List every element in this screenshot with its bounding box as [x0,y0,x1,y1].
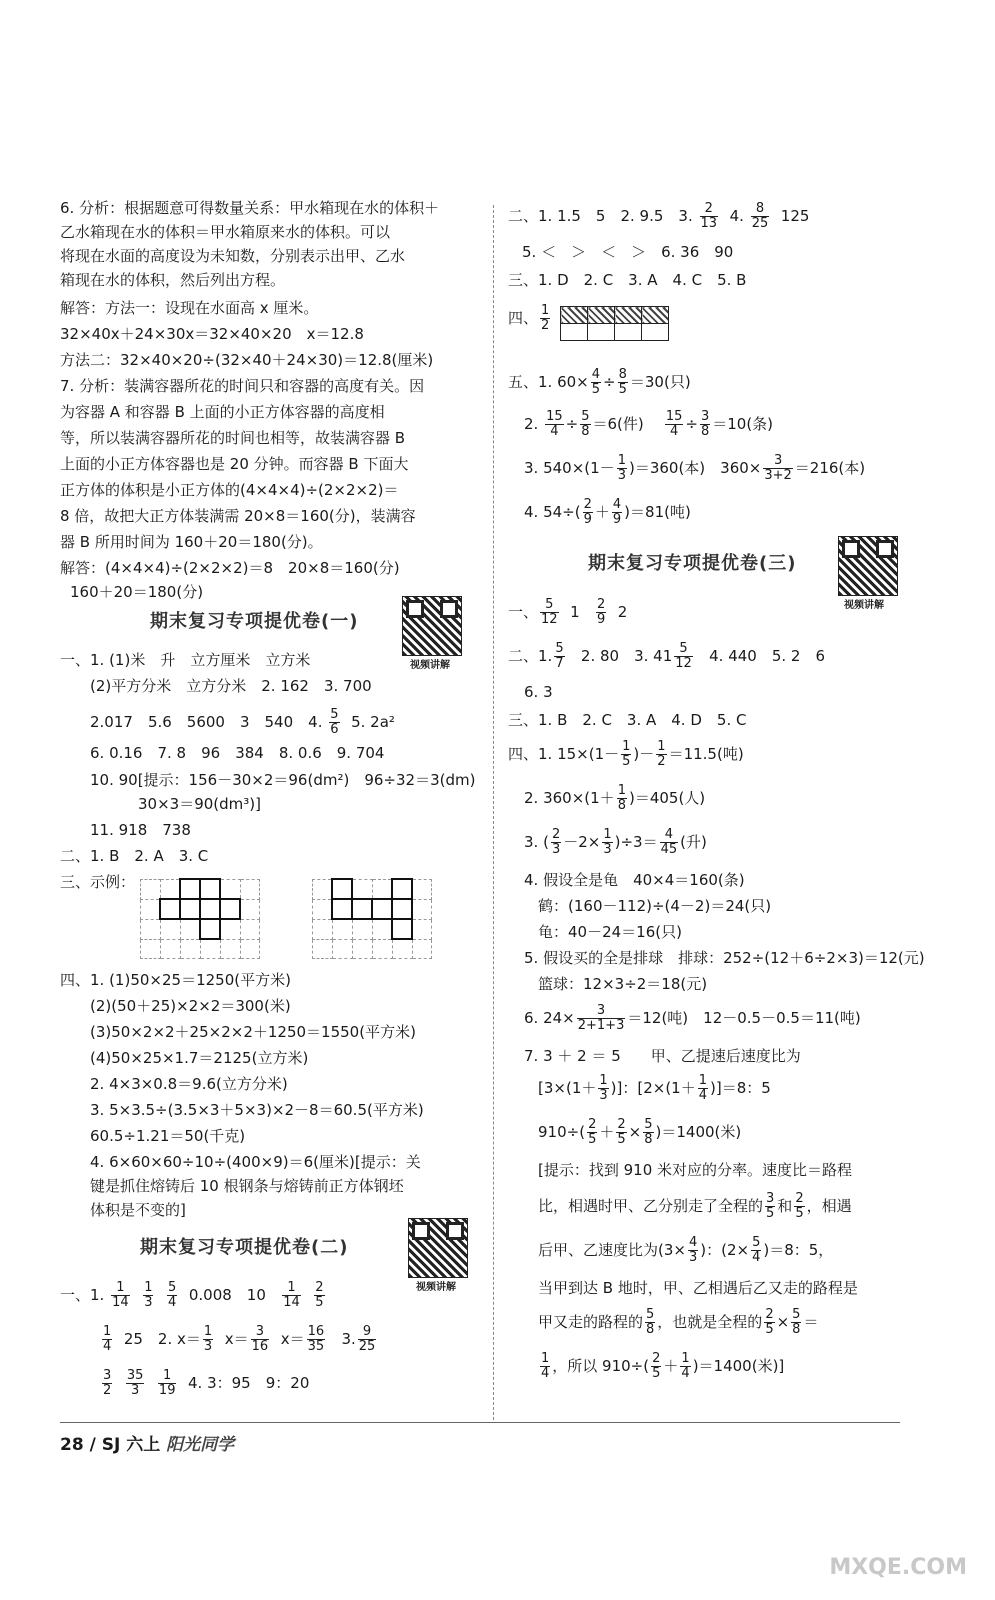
answer-line: [3×(1＋ $\frac{1}{3}$ )]：[2×(1＋ $\frac{1}{4}$ )]＝8：5 [538,1073,771,1103]
answer-line: 五、1. 60× $\frac{4}{5}$ ÷ $\frac{8}{5}$ ＝30(只) [508,367,691,397]
answer-line: 三、示例： [60,873,136,891]
answer-line: 一、 $\frac{5}{12}$ 1 $\frac{2}{9}$ 2 [508,597,628,627]
qr-caption: 视频讲解 [844,600,884,611]
answer-line: [提示：找到 910 米对应的分率。速度比＝路程 [538,1161,853,1179]
fraction-bar-figure [560,306,669,341]
q6-line: 6. 分析：根据题意可得数量关系：甲水箱现在水的体积＋ [60,199,440,217]
answer-line: 4. 6×60×60÷10÷(400×9)＝6(厘米)[提示：关 [90,1153,421,1171]
answer-line: 三、1. B 2. C 3. A 4. D 5. C [508,711,747,729]
q6-line: 解答：方法一：设现在水面高 x 厘米。 [60,299,319,317]
answer-line: (2)平方分米 立方分米 2. 162 3. 700 [90,677,372,695]
answer-line: 鹤：(160－112)÷(4－2)＝24(只) [538,897,772,915]
answer-line: 键是抓住熔铸后 10 根钢条与熔铸前正方体钢坯 [90,1177,404,1195]
answer-line: 5. ＜ ＞ ＜ ＞ 6. 36 90 [522,243,734,261]
answer-line: $\frac{1}{4}$ 25 2. x＝ $\frac{1}{3}$ x＝ $\frac{3}{16}$ x＝ $\frac{16}{35}$ 3. $\frac{9}{25}$ [103,1324,376,1354]
answer-line: 二、1. $\frac{5}{7}$ 2. 80 3. 41 $\frac{5}{12}$ 4. 440 5. 2 6 [508,641,825,671]
q6-line: 将现在水面的高度设为未知数，分别表示出甲、乙水 [60,247,406,265]
answer-line: 比，相遇时甲、乙分别走了全程的 $\frac{3}{5}$ 和 $\frac{2}{5}$ ，相遇 [538,1191,852,1221]
page-number: 28 / SJ 六上 [60,1435,161,1455]
answer-line: 二、1. B 2. A 3. C [60,847,209,865]
q7-line: 等，所以装满容器所花的时间也相等，故装满容器 B [60,429,406,447]
answer-line: (4)50×25×1.7＝2125(立方米) [90,1049,309,1067]
answer-line: 甲又走的路程的 $\frac{5}{8}$ ，也就是全程的 $\frac{2}{5}$ × $\frac{5}{8}$ ＝ [538,1307,819,1337]
example-grid-1 [140,878,260,959]
watermark: MXQE.COM [829,1555,967,1580]
answer-line: 6. 24× $\frac{3}{2+1+3}$ ＝12(吨) 12－0.5－0.5＝11(吨) [524,1003,861,1033]
section-title: 期末复习专项提优卷(三) [588,553,797,574]
answer-line: 一、1. (1)米 升 立方厘米 立方米 [60,651,311,669]
answer-line: 2. $\frac{15}{4}$ ÷ $\frac{5}{8}$ ＝6(件) $\frac{15}{4}$ ÷ $\frac{3}{8}$ ＝10(条) [524,409,774,439]
fraction: $\frac{5}{6}$ [330,707,339,737]
answer-line: 3. 540×(1－ $\frac{1}{3}$ )＝360(本) 360× $\frac{3}{3+2}$ ＝216(本) [524,453,866,483]
answer-line: 3. 5×3.5÷(3.5×3＋5×3)×2－8＝60.5(平方米) [90,1101,424,1119]
q7-line: 正方体的体积是小正方体的(4×4×4)÷(2×2×2)＝ [60,481,399,499]
answer-line: 4. 假设全是龟 40×4＝160(条) [524,871,745,889]
qr-caption: 视频讲解 [416,1282,456,1293]
answer-line: 二、1. 1.5 5 2. 9.5 3. $\frac{2}{13}$ 4. $\frac{8}{25}$ 125 [508,201,810,231]
q6-line: 乙水箱现在水的体积＝甲水箱原来水的体积。可以 [60,223,391,241]
answer-line: 当甲到达 B 地时，甲、乙相遇后乙又走的路程是 [538,1279,858,1297]
answer-line: 7. 3 ＋ 2 ＝ 5 甲、乙提速后速度比为 [524,1047,801,1065]
qr-code-icon[interactable] [402,596,462,656]
answer-line: 四、1. (1)50×25＝1250(平方米) [60,971,291,989]
answer-line: 后甲、乙速度比为(3× $\frac{4}{3}$ )：(2× $\frac{5}{4}$ )＝8：5， [538,1235,834,1265]
q7-line: 160＋20＝180(分) [70,583,204,601]
answer-line: $\frac{1}{4}$ ，所以 910÷( $\frac{2}{5}$ ＋ $\frac{1}{4}$ )＝1400(米)] [541,1351,785,1381]
answer-line: 2. 360×(1＋ $\frac{1}{8}$ )＝405(人) [524,783,706,813]
q7-line: 8 倍，故把大正方体装满需 20×8＝160(分)，装满容 [60,507,416,525]
answer-line: (2)(50＋25)×2×2＝300(米) [90,997,291,1015]
q7-line: 为容器 A 和容器 B 上面的小正方体容器的高度相 [60,403,385,421]
answer-line: 4. 54÷( $\frac{2}{9}$ ＋ $\frac{4}{9}$ )＝81(吨) [524,497,691,527]
answer-line: 5. 假设买的全是排球 排球：252÷(12＋6÷2×3)＝12(元) [524,949,925,967]
q7-line: 解答：(4×4×4)÷(2×2×2)＝8 20×8＝160(分) [60,559,400,577]
q7-line: 上面的小正方体容器也是 20 分钟。而容器 B 下面大 [60,455,409,473]
page-footer [60,1430,234,1455]
q6-line: 方法二：32×40×20÷(32×40＋24×30)＝12.8(厘米) [60,351,434,369]
answer-line: 6. 0.16 7. 8 96 384 8. 0.6 9. 704 [90,744,385,762]
answer-line: 10. 90[提示：156－30×2＝96(dm²) 96÷32＝3(dm) [90,771,476,789]
answer-line: 60.5÷1.21＝50(千克) [90,1127,246,1145]
answer-line: 30×3＝90(dm³)] [138,795,261,813]
q7-line: 7. 分析：装满容器所花的时间只和容器的高度有关。因 [60,377,425,395]
answer-line: 四、 $\frac{1}{2}$ [508,303,550,333]
answer-line: 910÷( $\frac{2}{5}$ ＋ $\frac{2}{5}$ × $\frac{5}{8}$ )＝1400(米) [538,1117,742,1147]
answer-line: 篮球：12×3÷2＝18(元) [538,975,708,993]
answer-line: 11. 918 738 [90,821,191,839]
section-title: 期末复习专项提优卷(二) [140,1237,349,1258]
qr-caption: 视频讲解 [410,660,450,671]
answer-line: 一、1. $\frac{1}{14}$ $\frac{1}{3}$ $\frac{5}{4}$ 0.008 10 $\frac{1}{14}$ $\frac{2}{5}$ [60,1280,324,1310]
answer-line: 龟：40－24＝16(只) [538,923,682,941]
answer-line: $\frac{3}{2}$ $\frac{35}{3}$ $\frac{1}{19}$ 4. 3：95 9：20 [103,1368,310,1398]
q6-line: 32×40x＋24×30x＝32×40×20 x＝12.8 [60,325,364,343]
qr-code-icon[interactable] [408,1218,468,1278]
column-divider [493,205,494,1420]
section-title: 期末复习专项提优卷(一) [150,611,359,632]
answer-line: 2.017 5.6 5600 3 540 4. $\frac{5}{6}$ 5. 2a² [90,707,395,737]
footer-rule [60,1422,900,1423]
answer-line: 2. 4×3×0.8＝9.6(立方分米) [90,1075,288,1093]
brand-logo: 阳光同学 [166,1435,235,1455]
answer-line: 四、1. 15×(1－ $\frac{1}{5}$ )－ $\frac{1}{2}$ ＝11.5(吨) [508,739,744,769]
qr-code-icon[interactable] [838,536,898,596]
answer-line: (3)50×2×2＋25×2×2＋1250＝1550(平方米) [90,1023,416,1041]
answer-line: 6. 3 [524,683,553,701]
q7-line: 器 B 所用时间为 160＋20＝180(分)。 [60,533,323,551]
example-grid-2 [312,878,432,959]
answer-line: 3. ( $\frac{2}{3}$ －2× $\frac{1}{3}$ )÷3＝ $\frac{4}{45}$ (升) [524,827,707,857]
q6-line: 箱现在水的体积，然后列出方程。 [60,271,286,289]
answer-line: 体积是不变的] [90,1201,186,1219]
answer-line: 三、1. D 2. C 3. A 4. C 5. B [508,271,747,289]
